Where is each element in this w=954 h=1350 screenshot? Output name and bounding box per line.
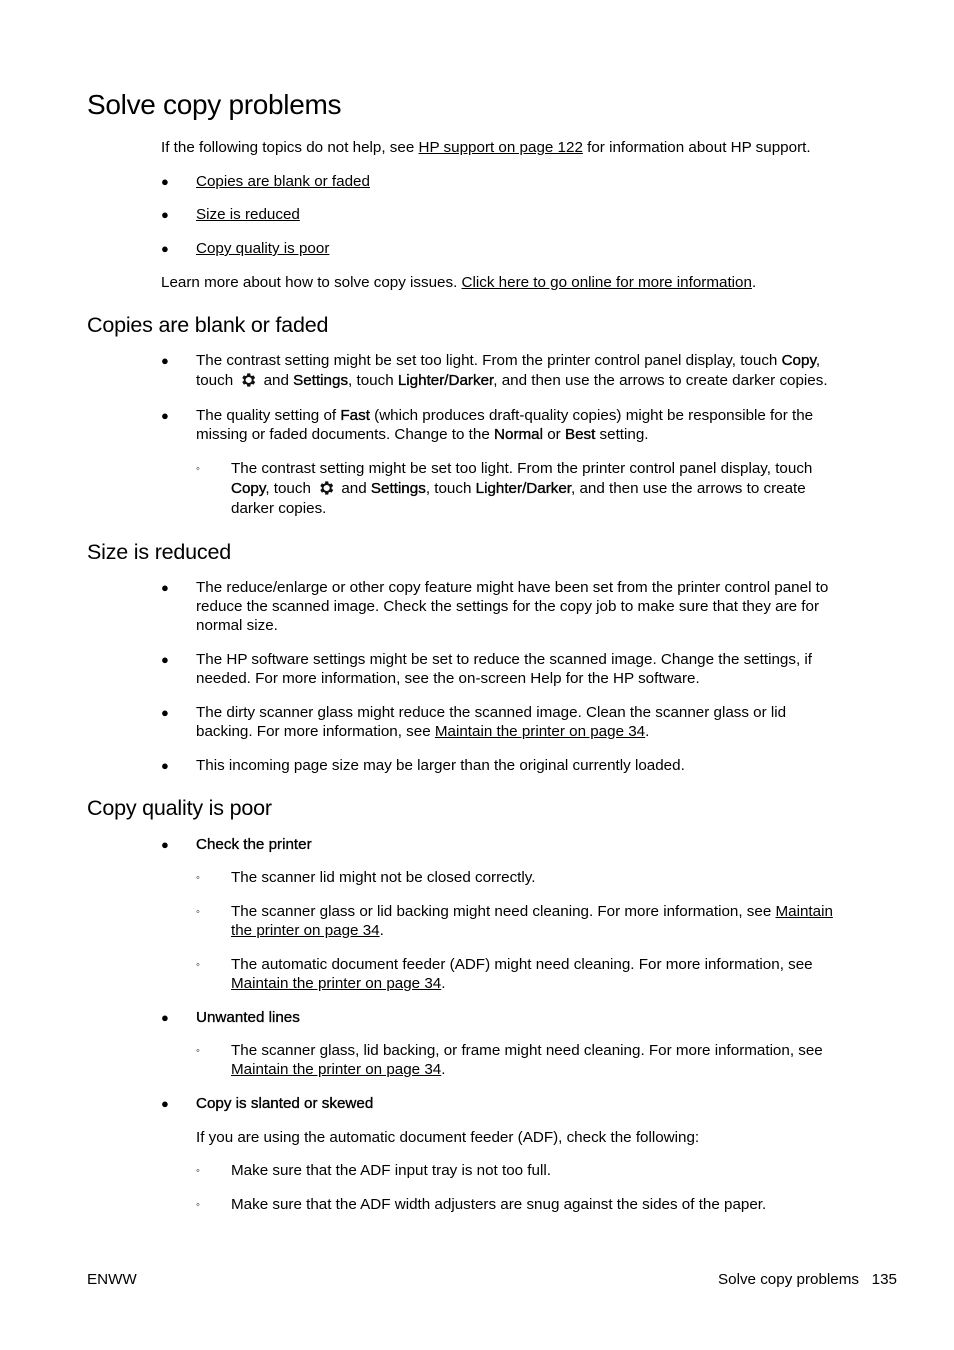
copy-label: Copy: [231, 480, 266, 497]
s2-b2-line2: needed. For more information, see the on-screen Help for the HP software.: [196, 670, 700, 687]
cp-sub2-line2: [231, 921, 384, 941]
fast-label: Fast: [340, 407, 370, 424]
lighter-darker-label: Lighter/Darker: [475, 480, 572, 497]
text: The contrast setting might be set too light. From the printer control panel display, touch: [196, 352, 782, 369]
text: setting.: [595, 426, 649, 443]
bullet-marker: ●: [161, 353, 169, 368]
sub-bullet-marker: ◦: [196, 906, 200, 918]
best-label: Best: [564, 426, 596, 443]
cp-sub1: The scanner lid might not be closed correctly.: [231, 869, 536, 886]
text: , and then use the arrows to create darker copies.: [493, 372, 828, 389]
bullet-marker: ●: [161, 837, 169, 852]
online-info-link[interactable]: Click here to go online for more information: [461, 274, 752, 291]
s1-bullet-contrast-line2: [196, 371, 828, 391]
sub-bullet-marker: ◦: [196, 1199, 200, 1211]
toc-link-copy-quality[interactable]: Copy quality is poor: [196, 240, 330, 257]
copy-label: Copy: [781, 352, 816, 369]
cp-sub3-line1: The automatic document feeder (ADF) might need cleaning. For more information, see: [231, 956, 813, 973]
bullet-marker: ●: [161, 580, 169, 595]
text: and: [259, 372, 294, 389]
bullet-marker: ●: [161, 207, 169, 222]
intro-paragraph: [161, 138, 811, 158]
section-heading-size-reduced: Size is reduced: [87, 540, 231, 564]
bullet-marker: ●: [161, 758, 169, 773]
check-printer-heading: Check the printer: [196, 836, 312, 853]
s1-bullet-quality-line1: [196, 406, 813, 426]
text: touch: [196, 372, 238, 389]
section-heading-blank-faded: Copies are blank or faded: [87, 313, 329, 337]
hp-support-link[interactable]: HP support on page 122: [418, 139, 583, 156]
bullet-marker: ●: [161, 174, 169, 189]
bullet-marker: ●: [161, 241, 169, 256]
learn-more-period: .: [751, 274, 757, 291]
s2-b1-line2: reduce the scanned image. Check the settings for the copy job to make sure that they are for: [196, 598, 820, 615]
footer-title: Solve copy problems: [718, 1271, 859, 1288]
maintain-printer-link[interactable]: Maintain the printer on page 34: [231, 1061, 442, 1078]
text: The quality setting of: [196, 407, 341, 424]
settings-gear-icon: [239, 371, 257, 389]
learn-more-paragraph: [161, 273, 756, 293]
sl-sub2: Make sure that the ADF width adjusters are snug against the sides of the paper.: [231, 1196, 767, 1213]
sub-bullet-marker: ◦: [196, 872, 200, 884]
text: missing or faded documents. Change to the: [196, 426, 495, 443]
text: backing. For more information, see: [196, 723, 435, 740]
s1-sub-contrast-line2: [231, 479, 806, 499]
ul-sub1-line1: The scanner glass, lid backing, or frame might need cleaning. For more information, see: [231, 1042, 823, 1059]
text: , and then use the arrows to create: [571, 480, 806, 497]
sub-bullet-marker: ◦: [196, 463, 200, 475]
bullet-marker: ●: [161, 1010, 169, 1025]
s1-sub-contrast-line3: darker copies.: [231, 500, 327, 517]
s1-bullet-contrast-line1: [196, 351, 820, 371]
maintain-printer-link[interactable]: the printer on page 34: [231, 922, 380, 939]
s2-b4: This incoming page size may be larger than the original currently loaded.: [196, 757, 685, 774]
text: , touch: [425, 480, 476, 497]
normal-label: Normal: [494, 426, 543, 443]
s2-b1-line3: normal size.: [196, 617, 278, 634]
s2-b2-line1: The HP software settings might be set to reduce the scanned image. Change the settings, if: [196, 651, 813, 668]
text: .: [379, 922, 384, 939]
text: ,: [815, 352, 821, 369]
cp-sub3-line2: [231, 974, 445, 994]
text: The scanner glass or lid backing might need cleaning. For more information, see: [231, 903, 776, 920]
text: .: [441, 1061, 446, 1078]
settings-gear-icon: [317, 479, 335, 497]
lighter-darker-label: Lighter/Darker: [397, 372, 494, 389]
text: .: [441, 975, 446, 992]
intro-text: If the following topics do not help, see: [161, 139, 419, 156]
bullet-marker: ●: [161, 408, 169, 423]
bullet-marker: ●: [161, 705, 169, 720]
slanted-heading: Copy is slanted or skewed: [196, 1095, 374, 1112]
sub-bullet-marker: ◦: [196, 1045, 200, 1057]
learn-more-text: Learn more about how to solve copy issues.: [161, 274, 462, 291]
s1-sub-contrast-line1: The contrast setting might be set too light. From the printer control panel display, touch: [231, 460, 813, 477]
s1-bullet-quality-line2: [196, 425, 649, 445]
footer-right: [718, 1271, 897, 1288]
bullet-marker: ●: [161, 652, 169, 667]
unwanted-lines-heading: Unwanted lines: [196, 1009, 300, 1026]
maintain-printer-link[interactable]: Maintain: [775, 903, 833, 920]
toc-link-blank-faded[interactable]: Copies are blank or faded: [196, 173, 370, 190]
text: , touch: [348, 372, 398, 389]
text: .: [645, 723, 650, 740]
toc-link-size-reduced[interactable]: Size is reduced: [196, 206, 300, 223]
s2-b1-line1: The reduce/enlarge or other copy feature might have been set from the printer control panel to: [196, 579, 829, 596]
intro-text-end: for information about HP support.: [582, 139, 811, 156]
maintain-printer-link[interactable]: Maintain the printer on page 34: [434, 723, 646, 740]
sl-sub1: Make sure that the ADF input tray is not too full.: [231, 1162, 551, 1179]
ul-sub1-line2: [231, 1060, 445, 1080]
text: and: [337, 480, 371, 497]
s2-b3-line2: [196, 722, 649, 742]
cp-sub2-line1: [231, 902, 833, 922]
text: , touch: [265, 480, 316, 497]
text: or: [542, 426, 565, 443]
page-title: Solve copy problems: [87, 89, 342, 120]
sub-bullet-marker: ◦: [196, 959, 200, 971]
page-number: 135: [871, 1271, 897, 1288]
text: (which produces draft-quality copies) might be responsible for the: [369, 407, 814, 424]
settings-label: Settings: [370, 480, 426, 497]
maintain-printer-link[interactable]: Maintain the printer on page 34: [231, 975, 442, 992]
settings-label: Settings: [293, 372, 349, 389]
section-heading-copy-quality: Copy quality is poor: [87, 796, 272, 820]
sub-bullet-marker: ◦: [196, 1165, 200, 1177]
footer-left: ENWW: [87, 1271, 137, 1288]
bullet-marker: ●: [161, 1096, 169, 1111]
s2-b3-line1: The dirty scanner glass might reduce the scanned image. Clean the scanner glass or lid: [196, 704, 787, 721]
slanted-intro: If you are using the automatic document feeder (ADF), check the following:: [196, 1129, 700, 1146]
